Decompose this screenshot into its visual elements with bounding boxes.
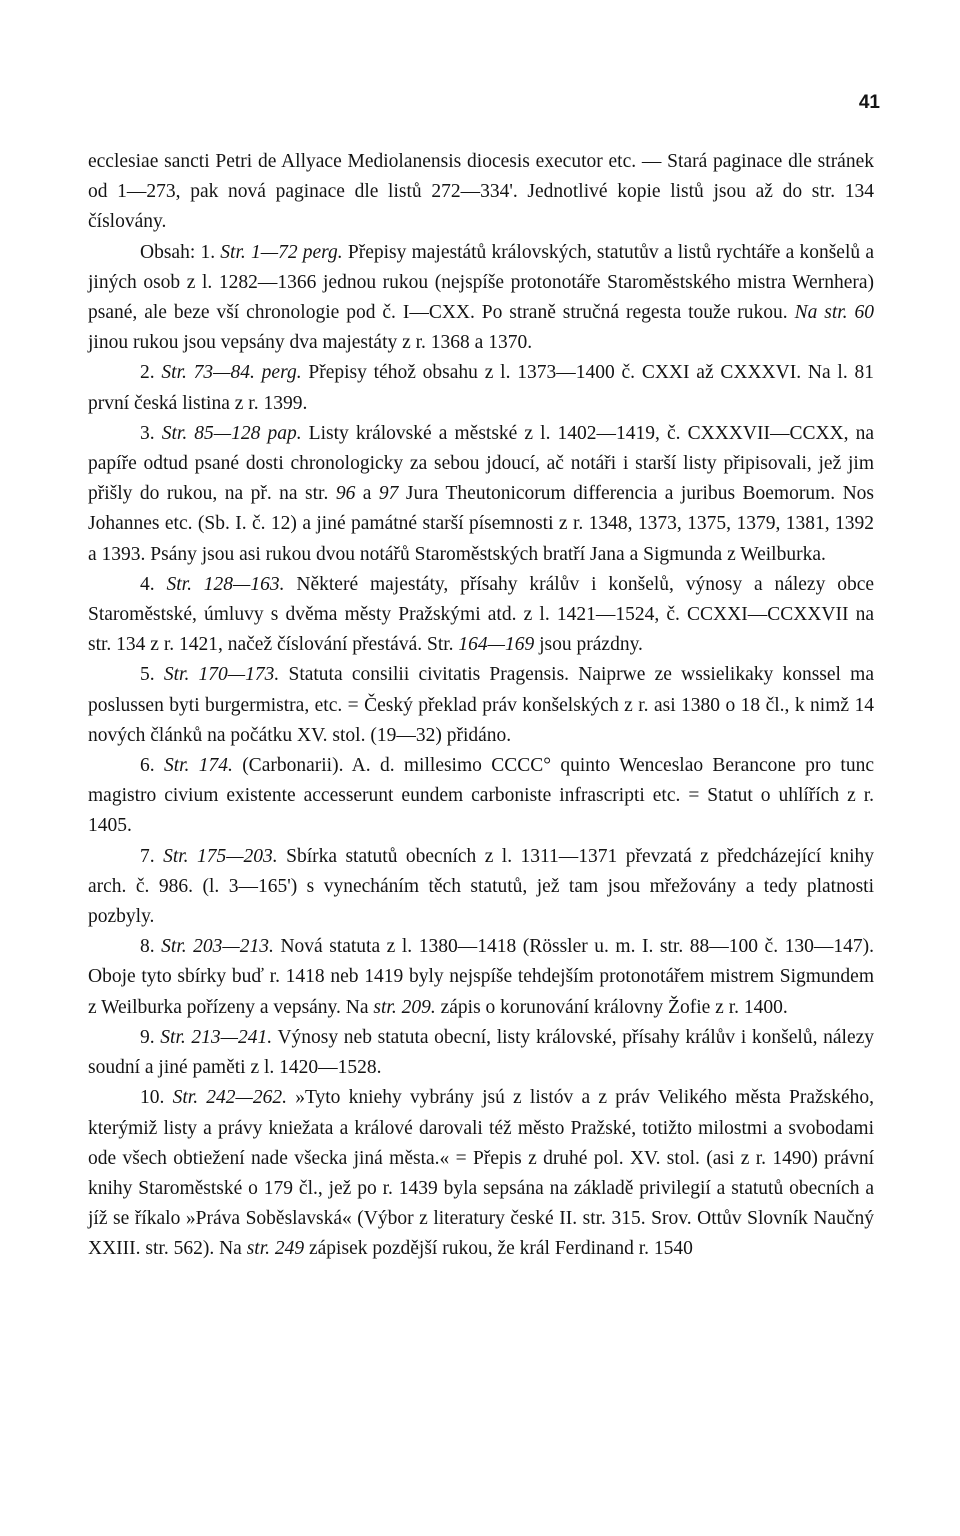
text-run: Nová statuta z l. 1380—1418 (Rössler u. m. I. str. 88—100 č. 130—147). Oboje tyto sbírky buď r. 1418 neb 1419 byly nejspíše tehdejším protonotářem mistrem Sigmundem z Weilburka pořízeny a vepsány. Na	[88, 936, 874, 1018]
page-reference: Str. 170—173.	[163, 664, 280, 686]
text-run: Statuta consilii civitatis Pragensis. Naiprwe ze wssielikaky konssel ma poslussen byti burgermistra, etc. = Český překlad práv konšelských z r. asi 1380 o 18 čl., k nimž 14 nových článků na počátku XV. stol. (19—32) přidáno.	[88, 664, 874, 746]
text-run: 8.	[140, 936, 162, 958]
page-number: 41	[858, 92, 880, 113]
page-reference: 164—169	[458, 634, 535, 656]
text-run: Jura Theutonicorum differencia a juribus Boemorum. Nos Johannes etc. (Sb. I. č. 12) a jiné památné starší písemnosti z r. 1348, 1373, 1375, 1379, 1381, 1392 a 1393. Psány jsou asi rukou dvou notářů Staroměstských bratří Jana a Sigmunda z Weilburka.	[88, 483, 875, 565]
paragraph	[88, 147, 874, 238]
text-run: zápisek pozdější rukou, že král Ferdinand r. 1540	[304, 1238, 693, 1260]
page-reference: 97	[378, 483, 399, 505]
text-run: 4.	[140, 573, 167, 595]
text-run: Listy královské a městské z l. 1402—1419, č. CXXXVII—CCXX, na papíře odtud psané dosti chronologicky za sebou jdoucí, ač notáři i starší listy připisovali, jež jim přišly do rukou, na př. na str.	[88, 422, 875, 505]
text-run: 3.	[140, 422, 162, 444]
paragraph	[88, 419, 874, 570]
text-run: 7.	[140, 845, 164, 867]
paragraph	[88, 660, 874, 751]
text-run: Výnosy neb statuta obecní, listy královské, přísahy králův i konšelů, nálezy soudní a jiné paměti z l. 1420—1528.	[88, 1026, 875, 1079]
text-run: Obsah: 1.	[140, 241, 221, 263]
text-run: Přepisy téhož obsahu z l. 1373—1400 č. CXXI až CXXXVI. Na l. 81 první česká listina z r. 1399.	[88, 362, 874, 414]
paragraph	[88, 751, 874, 842]
paragraph	[88, 1023, 874, 1083]
text-run: 6.	[140, 755, 164, 777]
page-reference: Str. 73—84. perg.	[161, 362, 302, 384]
text-run: 10.	[140, 1087, 173, 1109]
page-reference: Str. 203—213.	[161, 936, 274, 958]
text-run: zápis o korunování královny Žofie z r. 1400.	[435, 996, 788, 1018]
text-run: ecclesiae sancti Petri de Allyace Mediolanensis diocesis executor etc. — Stará paginace dle stránek od 1—273, pak nová paginace dle listů 272—334'. Jednotlivé kopie listů jsou až do str. 134 číslovány.	[88, 151, 874, 233]
page-reference: Str. 242—262.	[172, 1087, 287, 1109]
paragraph	[88, 1083, 874, 1264]
text-run: (Carbonarii). A. d. millesimo CCCC° quinto Wenceslao Berancone pro tunc magistro civium existente accesserunt eundem carboniste infrascripti etc. = Statut o uhlířích z r. 1405.	[88, 755, 874, 837]
page-reference: Str. 175—203.	[163, 845, 278, 867]
page-reference: Str. 1—72 perg.	[220, 241, 343, 263]
page-reference: Str. 174.	[163, 755, 233, 777]
paragraph	[88, 842, 874, 933]
document-body	[88, 147, 874, 1265]
page-reference: str. 209.	[373, 996, 436, 1018]
text-run: a	[355, 483, 379, 505]
paragraph	[88, 238, 874, 359]
page-reference: str. 249	[246, 1238, 305, 1260]
page-reference: Na str. 60	[794, 302, 874, 324]
page-reference: Str. 128—163.	[166, 573, 285, 595]
text-run: 5.	[140, 664, 164, 686]
page-reference: Str. 85—128 pap.	[161, 422, 302, 444]
paragraph	[88, 570, 874, 661]
text-run: Některé majestáty, přísahy králův i konšelů, výnosy a nálezy obce Staroměstské, úmluvy s dvěma městy Pražskými atd. z l. 1421—1524, č. CCXXI—CCXXVII na str. 134 z r. 1421, načež číslování přestává. Str.	[88, 573, 875, 656]
text-run: »Tyto kniehy vybrány jsú z listóv a z práv Velikého města Pražského, kterýmiž listy a právy kniežata a králové darovali též město Pražské, totižto milostmi a svobodami ode všech obtiežení nade všecka jiná města.« = Přepis z druhé pol. XV. stol. (asi z r. 1490) právní knihy Staroměstské o 179 čl., jež po r. 1439 byla sepsána na základě privilegií a statutů obecních a jíž se říkalo »Práva Soběslavská« (Výbor z literatury české II. str. 315. Srov. Ottův Slovník Naučný XXIII. str. 562). Na	[88, 1087, 874, 1260]
text-run: Sbírka statutů obecních z l. 1311—1371 převzatá z předcházející knihy arch. č. 986. (l. 3—165') s vynecháním těch statutů, jež tam jsou mřežovány a tedy platnosti pozbyly.	[88, 845, 875, 928]
page-reference: Str. 213—241.	[160, 1026, 273, 1048]
text-run: jinou rukou jsou vepsány dva majestáty z r. 1368 a 1370.	[88, 332, 533, 354]
paragraph	[88, 932, 874, 1023]
text-run: 9.	[140, 1026, 161, 1048]
text-run: Přepisy majestátů královských, statutův a listů rychtáře a konšelů a jiných osob z l. 1282—1366 jednou rukou (nejspíše protonotáře Staroměstského mistra Wernhera) psané, ale beze vší chronologie pod č. I—CXX. Po straně stručná regesta touže rukou.	[88, 241, 874, 324]
text-run: 2.	[140, 362, 162, 384]
page-reference: 96	[335, 483, 356, 505]
text-run: jsou prázdny.	[534, 634, 643, 656]
paragraph	[88, 358, 874, 418]
